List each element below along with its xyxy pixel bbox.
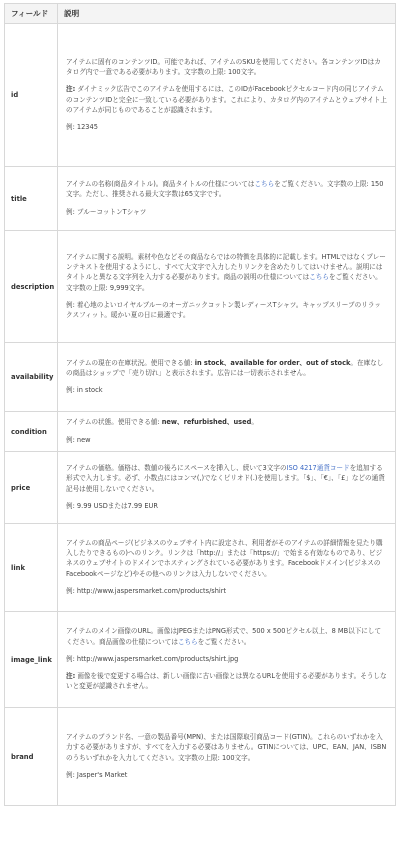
example-text: 例: http://www.jaspersmarket.com/products/shirt.jpg — [66, 654, 239, 663]
table-row — [5, 708, 396, 806]
spec-link[interactable]: こちら — [177, 637, 198, 646]
table-header-row — [5, 4, 396, 24]
table-row — [5, 452, 396, 524]
field-spec-table — [4, 3, 396, 806]
table-row — [5, 231, 396, 343]
example-text: 例: 12345 — [66, 122, 98, 131]
field-description — [58, 708, 396, 806]
note-body: 画像を後で変更する場合は、新しい画像に古い画像とは異なるURLを使用する必要があります。そうしないと変更が認識されません。 — [66, 672, 387, 691]
note-label: 注: — [66, 85, 76, 94]
description-part: 。在庫なしの商品はショップで「売り切れ」と表示されます。広告には一切表示されません。 — [66, 358, 384, 377]
description-part: アイテムの名称(商品タイトル)。商品タイトルの仕様については — [66, 180, 255, 189]
example-text: 例: in stock — [66, 386, 103, 395]
field-description — [58, 24, 396, 167]
description-part: アイテムの現在の在庫状況。使用できる値: — [66, 358, 195, 367]
description-part: をご覧ください。 — [197, 637, 251, 646]
note-text — [66, 84, 387, 115]
table-row — [5, 524, 396, 612]
spec-link[interactable]: こちら — [254, 180, 275, 189]
description-part: アイテムの価格。価格は、数値の後ろにスペースを挿入し、続いて3文字の — [66, 464, 287, 473]
field-name: image_link — [5, 612, 58, 708]
table-row — [5, 167, 396, 231]
field-name: brand — [5, 708, 58, 806]
description-text — [66, 358, 387, 378]
description-part: をご覧ください。文字数の上限: 9,999文字。 — [66, 273, 382, 292]
description-text: アイテムの商品ページ(ビジネスのウェブサイト内に設定され、利用者がそのアイテムの詳細情報を見たり購入したりできるもの)へのリンク。リンクは「http://」または「https://」で始まる有効なものであり、ビジネスのウェブサイトのドメインでホスティングされている必要があります。Facebookドメイン(ビジネスのFacebookページなど)やその他へのリンクは入力しないでください。 — [66, 538, 383, 578]
description-part: をご覧ください。文字数の上限: 150文字。ただし、推奨される最大文字数は65文字です。 — [66, 180, 384, 199]
field-name: title — [5, 167, 58, 231]
field-name: availability — [5, 343, 58, 412]
allowed-values: in stock、available for order、out of stock — [194, 358, 351, 367]
description-part: を追加する形式で入力します。必ず、小数点にはコンマ(,)でなくピリオド(.)を使用します。「$」、「€」、「£」などの通貨記号は使用しないでください。 — [66, 464, 385, 493]
description-text: アイテムに固有のコンテンツID。可能であれば、アイテムのSKUを使用してください。各コンテンツIDはカタログ内で一意である必要があります。文字数の上限: 100文字。 — [66, 57, 381, 77]
description-part: 。 — [251, 418, 258, 427]
description-text — [66, 463, 387, 494]
table-row — [5, 24, 396, 167]
field-description — [58, 231, 396, 343]
description-part: アイテムのメイン画像のURL。画像はJPEGまたはPNG形式で、500 x 500ピクセル以上、8 MB以下にしてください。商品画像の仕様については — [66, 627, 382, 646]
description-part: アイテムに関する説明。素材や色などその商品ならではの特徴を具体的に記載します。HTMLではなくプレーンテキストを使用するようにし、すべて大文字で入力したりリンクを含めたりしてはいけません。説明にはタイトルと異なる文字列を入力する必要があります。商品の説明の仕様については — [66, 252, 386, 282]
field-description — [58, 452, 396, 524]
field-name: condition — [5, 412, 58, 452]
description-text — [66, 417, 387, 427]
note-text — [66, 671, 387, 691]
allowed-values: new、refurbished、used — [161, 418, 252, 427]
description-text — [66, 252, 387, 293]
example-text: 例: new — [66, 435, 91, 444]
header-description: 説明 — [58, 4, 396, 24]
field-description — [58, 167, 396, 231]
header-field: フィールド — [5, 4, 58, 24]
table-row — [5, 612, 396, 708]
field-name: description — [5, 231, 58, 343]
table-row — [5, 343, 396, 412]
iso-4217-link[interactable]: ISO 4217通貨コード — [286, 464, 350, 473]
field-name: link — [5, 524, 58, 612]
field-description — [58, 343, 396, 412]
field-description — [58, 412, 396, 452]
example-text: 例: 着心地のよいロイヤルブルーのオーガニックコットン製レディースTシャツ。キャップスリーブのリラックスフィット。暖かい夏の日に最適です。 — [66, 300, 381, 319]
field-description — [58, 524, 396, 612]
field-name: price — [5, 452, 58, 524]
field-description — [58, 612, 396, 708]
description-text: アイテムのブランド名、一意の製品番号(MPN)、または国際取引商品コード(GTIN)。これらのいずれかを入力する必要がありますが、すべてを入力する必要はありません。GTINについては、UPC、EAN、JAN、ISBNのうちいずれかを入力してください。文字数の上限: 100文字。 — [66, 733, 387, 762]
example-text: 例: ブルーコットンTシャツ — [66, 207, 147, 216]
spec-link[interactable]: こちら — [309, 273, 329, 282]
note-body: ダイナミック広告でこのアイテムを使用するには、このIDがFacebookピクセルコード内の同じアイテムのコンテンツIDと完全に一致している必要があります。これにより、カタログ内のアイテムとウェブサイト上のアイテムが同じものであることが認識されます。 — [66, 85, 388, 114]
description-text — [66, 179, 387, 199]
note-label: 注: — [66, 672, 76, 681]
table-row — [5, 412, 396, 452]
example-text: 例: 9.99 USDまたは7.99 EUR — [66, 501, 158, 510]
example-text: 例: http://www.jaspersmarket.com/products/shirt — [66, 586, 227, 595]
description-text — [66, 626, 387, 646]
description-part: アイテムの状態。使用できる値: — [66, 418, 162, 427]
example-text: 例: Jasper's Market — [66, 770, 128, 779]
field-name: id — [5, 24, 58, 167]
